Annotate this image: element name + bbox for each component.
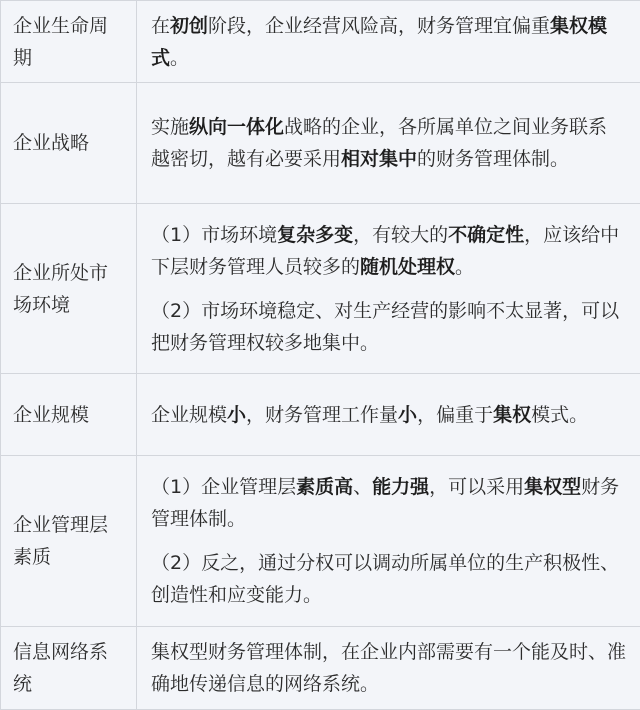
text-run: （1）市场环境 — [151, 224, 277, 246]
emphasis-text: 小 — [398, 404, 417, 426]
table-row — [1, 456, 640, 627]
text-run: ，财务管理工作量 — [246, 404, 398, 426]
table-row — [1, 374, 640, 456]
text-run: （2）反之，通过分权可以调动所属单位的生产积极性、创造性和应变能力。 — [151, 552, 619, 606]
paragraph — [151, 295, 626, 359]
paragraph — [151, 547, 626, 611]
table-row — [1, 627, 640, 710]
row-value-cell — [137, 627, 640, 710]
text-run: 、 — [353, 476, 372, 498]
text-run: 战略的企业，各所属单位之间业务联系越密切，越有必要采用 — [151, 116, 607, 170]
paragraph — [151, 636, 626, 700]
paragraph — [151, 219, 626, 283]
text-run: 财务管理体制。 — [151, 476, 619, 530]
row-value-cell — [137, 1, 640, 83]
text-run: 阶段，企业经营风险高，财务管理宜偏重 — [208, 15, 550, 37]
row-value-cell — [137, 83, 640, 204]
emphasis-text: 能力强 — [372, 476, 429, 498]
text-run: 。 — [455, 256, 474, 278]
emphasis-text: 素质高 — [296, 476, 353, 498]
table-row — [1, 204, 640, 374]
row-key-cell: 企业所处市场环境 — [1, 204, 137, 374]
emphasis-text: 随机处理权 — [360, 256, 455, 278]
emphasis-text: 不确定性 — [448, 224, 524, 246]
paragraph — [151, 10, 626, 74]
emphasis-text: 纵向一体化 — [189, 116, 284, 138]
text-run: 在 — [151, 15, 170, 37]
text-run: ，偏重于 — [417, 404, 493, 426]
text-run: 企业规模 — [151, 404, 227, 426]
emphasis-text: 初创 — [170, 15, 208, 37]
text-run: ，应该给中下层财务管理人员较多的 — [151, 224, 619, 278]
row-value-cell — [137, 204, 640, 374]
text-run: ，可以采用 — [429, 476, 524, 498]
table-row — [1, 1, 640, 83]
text-run: 实施 — [151, 116, 189, 138]
text-run: （2）市场环境稳定、对生产经营的影响不太显著，可以把财务管理权较多地集中。 — [151, 300, 619, 354]
row-key-cell: 信息网络系统 — [1, 627, 137, 710]
table-row — [1, 83, 640, 204]
emphasis-text: 集权型 — [524, 476, 581, 498]
text-run: 。 — [170, 47, 189, 69]
text-run: 的财务管理体制。 — [417, 148, 569, 170]
text-run: 集权型财务管理体制，在企业内部需要有一个能及时、准确地传递信息的网络系统。 — [151, 641, 626, 695]
row-key-cell: 企业管理层素质 — [1, 456, 137, 627]
text-run: 模式。 — [531, 404, 588, 426]
emphasis-text: 集权 — [493, 404, 531, 426]
emphasis-text: 相对集中 — [341, 148, 417, 170]
text-run: ，有较大的 — [353, 224, 448, 246]
paragraph — [151, 471, 626, 535]
row-key-cell: 企业战略 — [1, 83, 137, 204]
row-key-cell: 企业生命周期 — [1, 1, 137, 83]
paragraph — [151, 399, 626, 431]
emphasis-text: 小 — [227, 404, 246, 426]
row-key-cell: 企业规模 — [1, 374, 137, 456]
emphasis-text: 集权模式 — [151, 15, 607, 69]
text-run: （1）企业管理层 — [151, 476, 296, 498]
emphasis-text: 复杂多变 — [277, 224, 353, 246]
paragraph — [151, 111, 626, 175]
row-value-cell — [137, 374, 640, 456]
row-value-cell — [137, 456, 640, 627]
